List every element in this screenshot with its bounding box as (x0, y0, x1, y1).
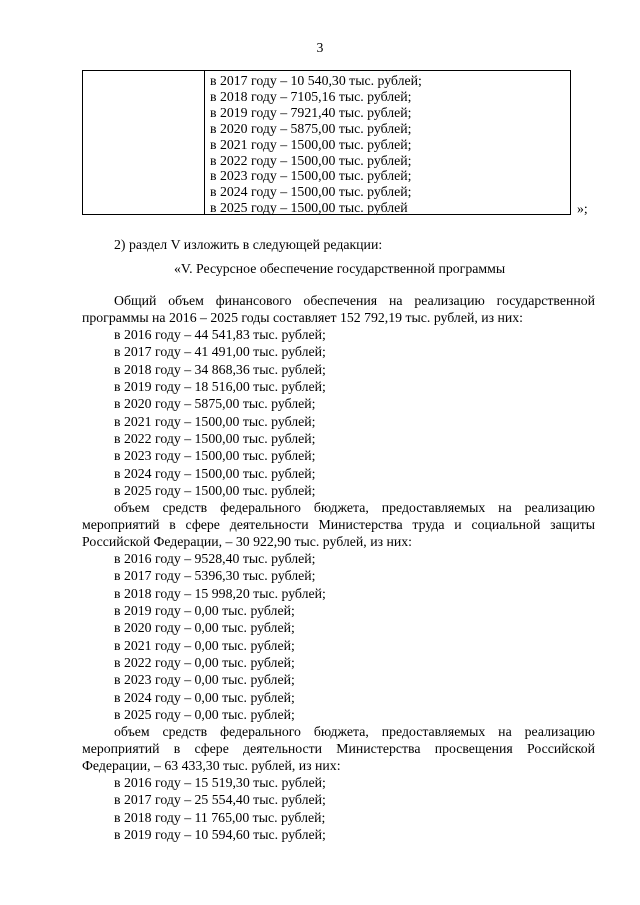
list-item: в 2021 году – 1500,00 тыс. рублей; (114, 413, 316, 429)
list-item: в 2016 году – 15 519,30 тыс. рублей; (114, 775, 326, 790)
labor-ministry-list (114, 550, 326, 723)
list-item: в 2018 году – 15 998,20 тыс. рублей; (114, 585, 326, 601)
para3-line2: мероприятий в сфере деятельности Министерства просвещения Российской (82, 741, 595, 756)
page-number: 3 (316, 40, 324, 55)
para3-line1: объем средств федерального бюджета, предоставляемых на реализацию (114, 724, 595, 739)
list-item: в 2023 году – 0,00 тыс. рублей; (114, 672, 295, 688)
para2-line1: объем средств федерального бюджета, предоставляемых на реализацию (114, 500, 595, 515)
list-item: в 2018 году – 11 765,00 тыс. рублей; (114, 809, 326, 825)
list-item: в 2016 году – 9528,40 тыс. рублей; (114, 551, 316, 566)
table-row: в 2022 году – 1500,00 тыс. рублей; (210, 152, 412, 168)
education-ministry-list (114, 774, 326, 843)
table-column-divider (204, 71, 205, 214)
list-item: в 2022 году – 0,00 тыс. рублей; (114, 655, 295, 671)
para2-line2: мероприятий в сфере деятельности Министерства труда и социальной защиты (82, 517, 595, 532)
para2-line3: Российской Федерации, – 30 922,90 тыс. рублей, из них: (82, 534, 412, 549)
list-item: в 2019 году – 0,00 тыс. рублей; (114, 603, 295, 619)
table-row: в 2025 году – 1500,00 тыс. рублей (210, 200, 408, 216)
table-row: в 2017 году – 10 540,30 тыс. рублей; (210, 73, 422, 88)
list-item: в 2019 году – 18 516,00 тыс. рублей; (114, 379, 326, 395)
table-row: в 2024 году – 1500,00 тыс. рублей; (210, 184, 412, 200)
list-item: в 2022 году – 1500,00 тыс. рублей; (114, 431, 316, 447)
list-item: в 2020 году – 5875,00 тыс. рублей; (114, 396, 316, 412)
list-item: в 2018 году – 34 868,36 тыс. рублей; (114, 361, 326, 377)
table-closing-quote: »; (577, 201, 588, 216)
table-row: в 2021 году – 1500,00 тыс. рублей; (210, 136, 412, 152)
section-title: «V. Ресурсное обеспечение государственной программы (174, 261, 506, 276)
list-item: в 2024 году – 1500,00 тыс. рублей; (114, 465, 316, 481)
table-row: в 2019 году – 7921,40 тыс. рублей; (210, 104, 412, 120)
list-item: в 2023 году – 1500,00 тыс. рублей; (114, 448, 316, 464)
list-item: в 2017 году – 25 554,40 тыс. рублей; (114, 792, 326, 808)
table-row: в 2018 году – 7105,16 тыс. рублей; (210, 88, 412, 104)
list-item: в 2021 году – 0,00 тыс. рублей; (114, 637, 295, 653)
item-2-heading: 2) раздел V изложить в следующей редакции: (114, 237, 383, 252)
total-funding-list (114, 326, 326, 499)
list-item: в 2025 году – 0,00 тыс. рублей; (114, 707, 295, 723)
list-item: в 2019 году – 10 594,60 тыс. рублей; (114, 827, 326, 843)
list-item: в 2025 году – 1500,00 тыс. рублей; (114, 483, 316, 499)
list-item: в 2024 году – 0,00 тыс. рублей; (114, 689, 295, 705)
table-cell-values (210, 73, 422, 216)
list-item: в 2016 году – 44 541,83 тыс. рублей; (114, 327, 326, 342)
list-item: в 2017 году – 5396,30 тыс. рублей; (114, 568, 316, 584)
funding-table (82, 70, 571, 215)
list-item: в 2017 году – 41 491,00 тыс. рублей; (114, 344, 326, 360)
table-row: в 2020 году – 5875,00 тыс. рублей; (210, 120, 412, 136)
para1-line1: Общий объем финансового обеспечения на реализацию государственной (114, 293, 595, 308)
list-item: в 2020 году – 0,00 тыс. рублей; (114, 620, 295, 636)
para3-line3: Федерации, – 63 433,30 тыс. рублей, из них: (82, 758, 341, 773)
table-row: в 2023 году – 1500,00 тыс. рублей; (210, 168, 412, 184)
para1-line2: программы на 2016 – 2025 годы составляет 152 792,19 тыс. рублей, из них: (82, 310, 524, 325)
